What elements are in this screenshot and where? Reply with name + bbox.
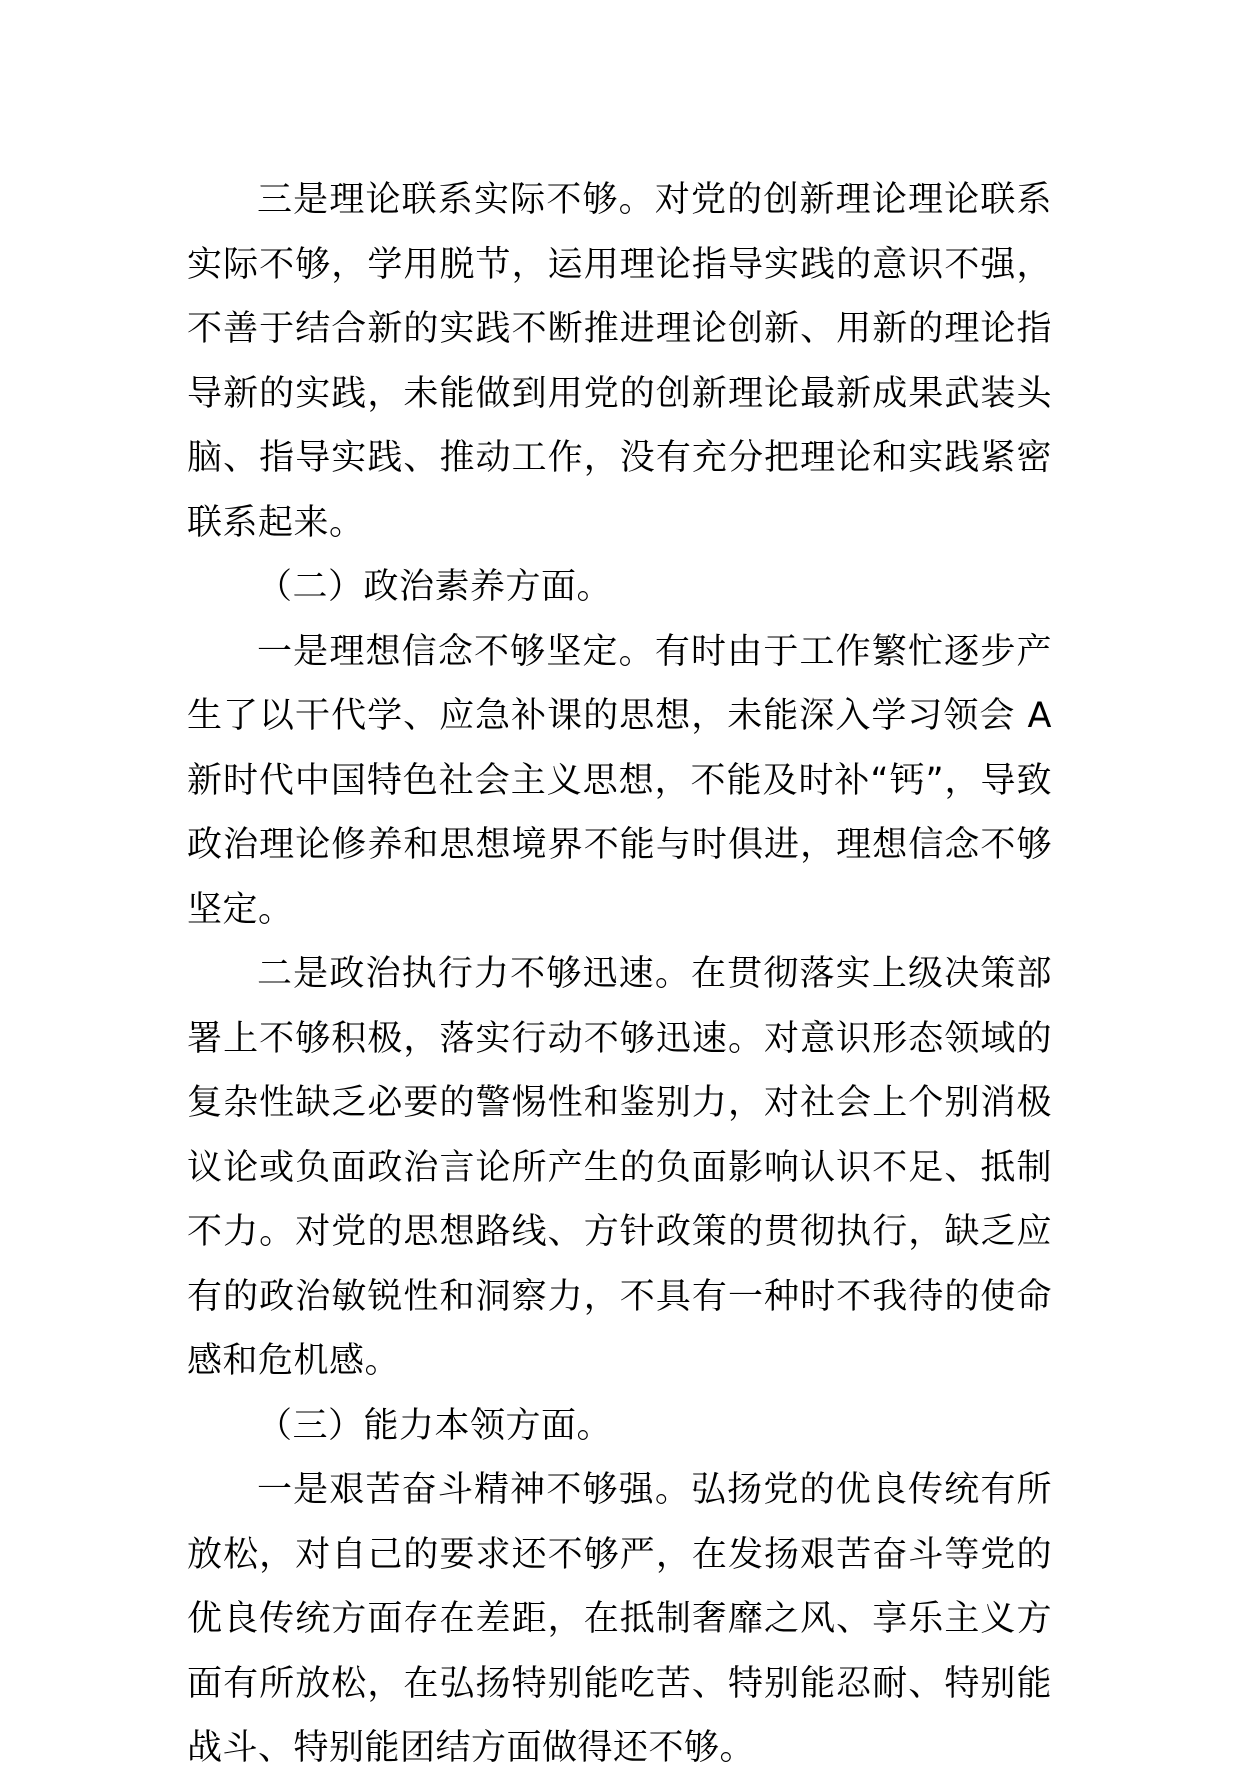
section-heading-capability: （三）能力本领方面。 [257, 1405, 613, 1446]
section-heading-political-quality: （二）政治素养方面。 [257, 567, 613, 607]
paragraph-hard-work-spirit: 一是艰苦奋斗精神不够强。弘扬党的优良传统有所放松，对自己的要求还不够严，在发扬艰苦奋斗等党的优良传统方面存在差距，在抵制奢靡之风、享乐主义方面有所放松，在弘扬特别能吃苦、特别能忍耐、特别能战斗、特别能团结方面做得还不够。 [187, 1470, 1052, 1768]
paragraph-theory-practice: 三是理论联系实际不够。对党的创新理论理论联系实际不够，学用脱节，运用理论指导实践的意识不强，不善于结合新的实践不断推进理论创新、用新的理论指导新的实践，未能做到用党的创新理论最新成果武装头脑、指导实践、推动工作，没有充分把理论和实践紧密联系起来。 [187, 180, 1052, 543]
paragraph-ideals-belief: 一是理想信念不够坚定。有时由于工作繁忙逐步产生了以干代学、应急补课的思想，未能深入学习领会 A 新时代中国特色社会主义思想，不能及时补“钙”，导致政治理论修养和思想境界不能与时俱进，理想信念不够坚定。 [187, 631, 1052, 930]
paragraph-political-execution: 二是政治执行力不够迅速。在贯彻落实上级决策部署上不够积极，落实行动不够迅速。对意识形态领域的复杂性缺乏必要的警惕性和鉴别力，对社会上个别消极议论或负面政治言论所产生的负面影响认识不足、抵制不力。对党的思想路线、方针政策的贯彻执行，缺乏应有的政治敏锐性和洞察力，不具有一种时不我待的使命感和危机感。 [187, 954, 1052, 1381]
document-body [187, 168, 1052, 1781]
